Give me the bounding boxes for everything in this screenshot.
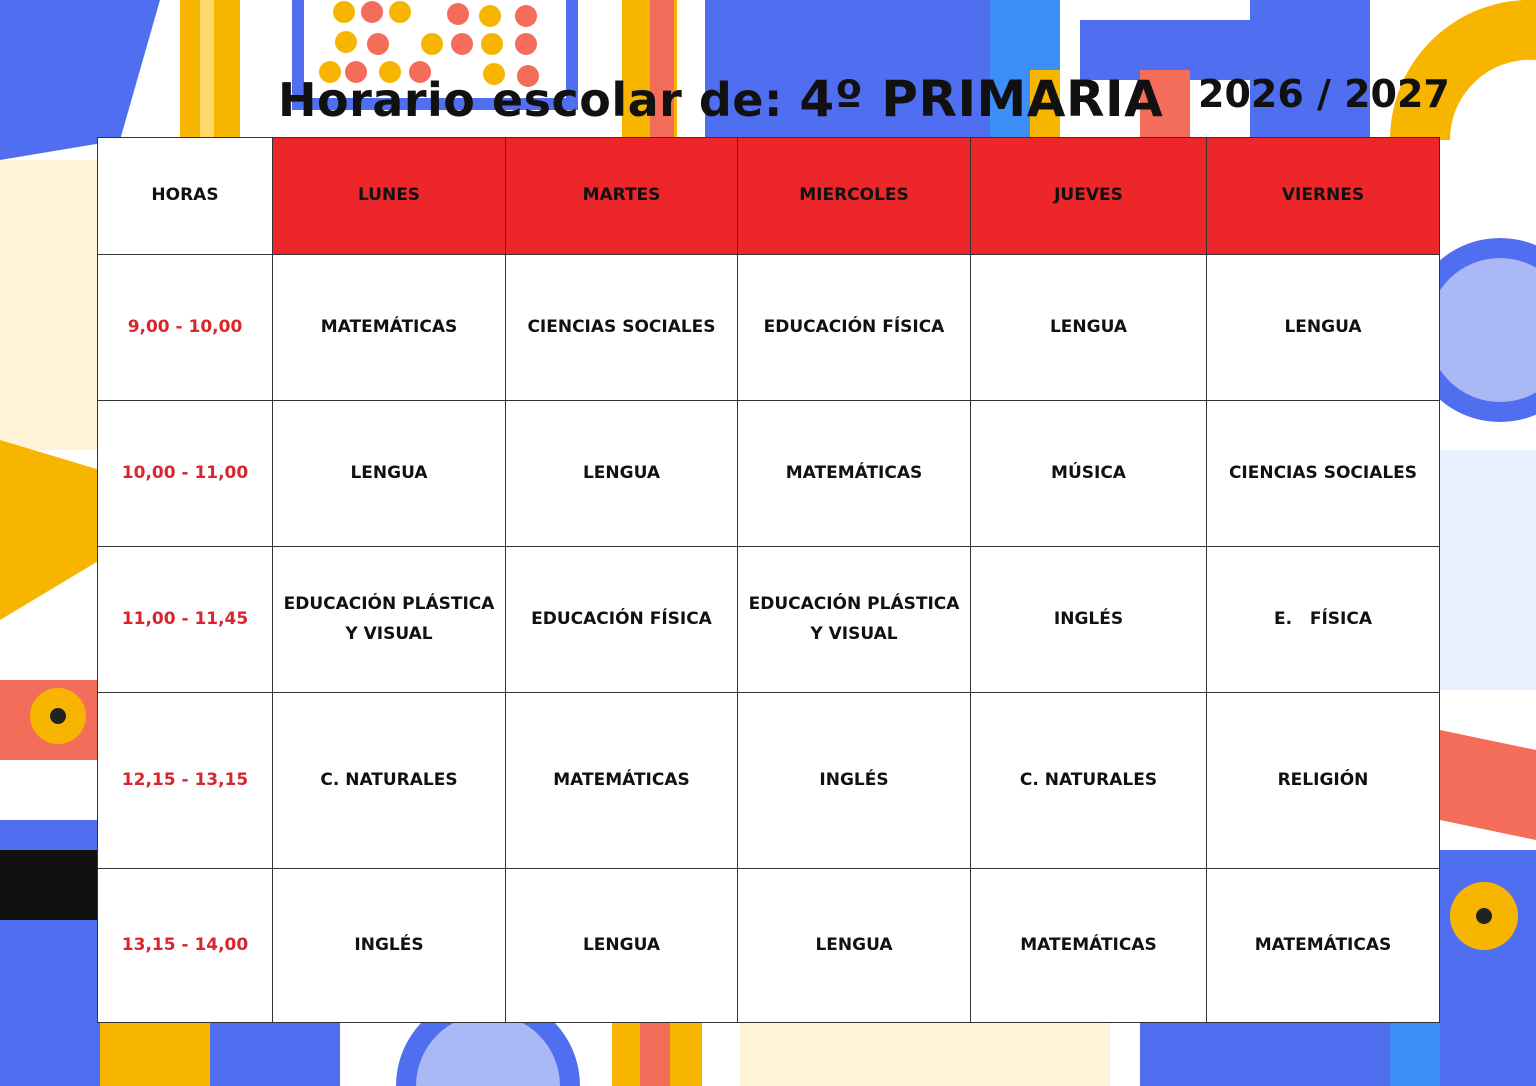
- subject-cell: CIENCIAS SOCIALES: [1207, 401, 1440, 547]
- title-prefix: Horario escolar de:: [278, 73, 783, 127]
- subject-cell: MATEMÁTICAS: [1207, 869, 1440, 1023]
- day-header-martes: MARTES: [506, 138, 738, 255]
- subject-cell: MATEMÁTICAS: [738, 401, 971, 547]
- subject-cell: LENGUA: [1207, 255, 1440, 401]
- day-header-viernes: VIERNES: [1207, 138, 1440, 255]
- time-slot: 13,15 - 14,00: [98, 869, 273, 1023]
- subject-cell: EDUCACIÓN PLÁSTICA Y VISUAL: [738, 547, 971, 693]
- subject-cell: MATEMÁTICAS: [506, 693, 738, 869]
- subject-cell: LENGUA: [506, 401, 738, 547]
- subject-cell: INGLÉS: [273, 869, 506, 1023]
- subject-cell: C. NATURALES: [971, 693, 1207, 869]
- subject-cell: MATEMÁTICAS: [273, 255, 506, 401]
- time-slot: 9,00 - 10,00: [98, 255, 273, 401]
- subject-cell: LENGUA: [738, 869, 971, 1023]
- subject-cell: CIENCIAS SOCIALES: [506, 255, 738, 401]
- table-row: [98, 401, 1440, 547]
- subject-cell: INGLÉS: [971, 547, 1207, 693]
- time-slot: 12,15 - 13,15: [98, 693, 273, 869]
- subject-cell: LENGUA: [971, 255, 1207, 401]
- subject-cell: INGLÉS: [738, 693, 971, 869]
- subject-cell: LENGUA: [273, 401, 506, 547]
- schedule-table: [97, 137, 1440, 1023]
- schedule-title: [278, 70, 1163, 128]
- subject-cell: C. NATURALES: [273, 693, 506, 869]
- hours-header: HORAS: [98, 138, 273, 255]
- subject-cell: EDUCACIÓN FÍSICA: [738, 255, 971, 401]
- time-slot: 10,00 - 11,00: [98, 401, 273, 547]
- subject-cell: MÚSICA: [971, 401, 1207, 547]
- day-header-lunes: LUNES: [273, 138, 506, 255]
- subject-cell: EDUCACIÓN PLÁSTICA Y VISUAL: [273, 547, 506, 693]
- header-row: [98, 138, 1440, 255]
- table-row: [98, 547, 1440, 693]
- time-slot: 11,00 - 11,45: [98, 547, 273, 693]
- day-header-miercoles: MIERCOLES: [738, 138, 971, 255]
- subject-cell: LENGUA: [506, 869, 738, 1023]
- subject-cell: EDUCACIÓN FÍSICA: [506, 547, 738, 693]
- table-row: [98, 693, 1440, 869]
- subject-cell: MATEMÁTICAS: [971, 869, 1207, 1023]
- table-row: [98, 869, 1440, 1023]
- school-year: 2026 / 2027: [1198, 72, 1450, 116]
- title-grade: 4º PRIMARIA: [799, 70, 1164, 128]
- subject-cell: E. FÍSICA: [1207, 547, 1440, 693]
- day-header-jueves: JUEVES: [971, 138, 1207, 255]
- table-row: [98, 255, 1440, 401]
- subject-cell: RELIGIÓN: [1207, 693, 1440, 869]
